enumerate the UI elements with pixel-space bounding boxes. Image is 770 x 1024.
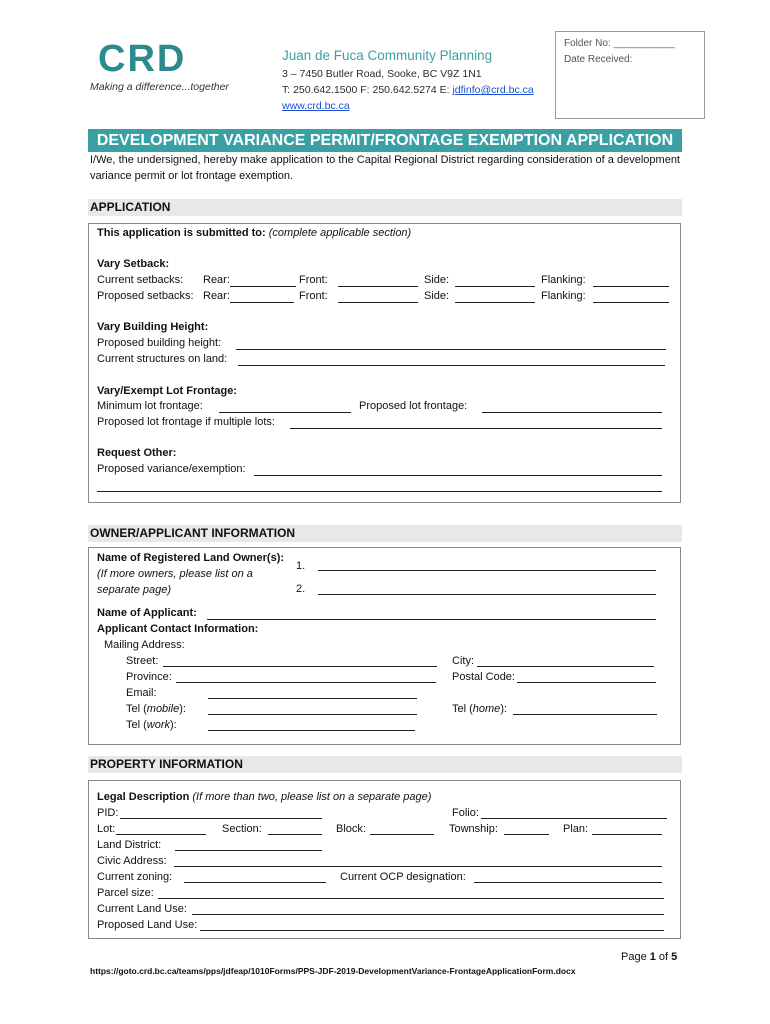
work-text: work — [146, 719, 171, 731]
proposed-variance-input[interactable] — [254, 475, 662, 476]
parcel-size-input[interactable] — [158, 898, 664, 899]
proposed-rear-input[interactable] — [230, 302, 294, 303]
applicant-label: Name of Applicant: — [97, 607, 197, 619]
form-title: DEVELOPMENT VARIANCE PERMIT/FRONTAGE EXEMPTION APPLICATION — [88, 129, 682, 152]
city-label: City: — [452, 655, 474, 667]
tel-prefix-work: Tel ( — [126, 719, 147, 731]
org-name: Juan de Fuca Community Planning — [282, 48, 493, 63]
page-of: of — [655, 951, 672, 963]
proposed-variance-input-2[interactable] — [97, 491, 662, 492]
land-district-input[interactable] — [175, 850, 322, 851]
ocp-label: Current OCP designation: — [340, 871, 466, 883]
tel-work-input[interactable] — [208, 730, 415, 731]
folder-box — [555, 31, 705, 119]
tel-suffix: ): — [179, 703, 186, 715]
multiple-frontage-label: Proposed lot frontage if multiple lots: — [97, 416, 275, 428]
lot-label: Lot: — [97, 823, 116, 835]
tel-work-label — [126, 718, 177, 733]
city-input[interactable] — [477, 666, 654, 667]
proposed-height-input[interactable] — [236, 349, 666, 350]
min-frontage-label: Minimum lot frontage: — [97, 400, 203, 412]
crd-logo — [98, 38, 186, 81]
vary-height-label: Vary Building Height: — [97, 321, 209, 333]
current-structures-label: Current structures on land: — [97, 353, 228, 365]
website-link[interactable]: www.crd.bc.ca — [282, 100, 350, 112]
home-text: home — [472, 703, 501, 715]
multiple-frontage-input[interactable] — [290, 428, 662, 429]
province-label: Province: — [126, 671, 172, 683]
page-number — [621, 950, 677, 965]
page-current: 1 — [649, 951, 656, 963]
province-input[interactable] — [176, 682, 436, 683]
owner-number-1: 1. — [296, 560, 306, 572]
vary-setback-label: Vary Setback: — [97, 258, 170, 270]
proposed-frontage-input[interactable] — [482, 412, 662, 413]
tel-prefix: Tel ( — [126, 703, 147, 715]
footer-path: https://goto.crd.bc.ca/teams/pps/jdfeap/1010Forms/PPS-JDF-2019-DevelopmentVariance-FrontageApplicationForm.docx — [90, 966, 576, 976]
owner-heading: OWNER/APPLICANT INFORMATION — [88, 525, 682, 542]
owner-note-2-text: separate page) — [97, 584, 171, 596]
current-flanking-input[interactable] — [593, 286, 669, 287]
block-label: Block: — [336, 823, 366, 835]
current-side-input[interactable] — [455, 286, 535, 287]
owner-2-input[interactable] — [318, 594, 656, 595]
street-input[interactable] — [163, 666, 437, 667]
zoning-input[interactable] — [184, 882, 326, 883]
email-label: Email: — [126, 687, 157, 699]
page-total: 5 — [671, 951, 678, 963]
min-frontage-input[interactable] — [219, 412, 351, 413]
current-structures-input[interactable] — [238, 365, 665, 366]
request-other-label: Request Other: — [97, 447, 177, 459]
proposed-side-input[interactable] — [455, 302, 535, 303]
plan-label: Plan: — [563, 823, 589, 835]
pid-input[interactable] — [120, 818, 322, 819]
legal-note: (If more than two, please list on a separate page) — [192, 791, 432, 803]
owner-1-input[interactable] — [318, 570, 656, 571]
current-setbacks-label: Current setbacks: — [97, 274, 184, 286]
flanking-label: Flanking: — [541, 274, 586, 286]
land-district-label: Land District: — [97, 839, 162, 851]
side-label-2: Side: — [424, 290, 450, 302]
lot-input[interactable] — [116, 834, 206, 835]
applicant-input[interactable] — [207, 619, 656, 620]
contact-text: T: 250.642.1500 F: 250.642.5274 E: — [282, 84, 453, 96]
tel-prefix-home: Tel ( — [452, 703, 473, 715]
side-label: Side: — [424, 274, 450, 286]
civic-address-input[interactable] — [174, 866, 662, 867]
legal-text: Legal Description — [97, 791, 190, 803]
tel-suffix-home: ): — [500, 703, 508, 715]
land-use-input[interactable] — [192, 914, 664, 915]
tel-suffix-work: ): — [170, 719, 177, 731]
mobile-text: mobile — [146, 703, 180, 715]
proposed-frontage-label: Proposed lot frontage: — [359, 400, 468, 412]
tel-home-label — [452, 702, 507, 717]
tel-mobile-label — [126, 702, 186, 717]
mailing-label: Mailing Address: — [104, 639, 185, 651]
email-link[interactable]: jdfinfo@crd.bc.ca — [452, 84, 534, 96]
proposed-setbacks-label: Proposed setbacks: — [97, 290, 194, 302]
street-label: Street: — [126, 655, 159, 667]
parcel-size-label: Parcel size: — [97, 887, 154, 899]
owner-note-1-text: (If more owners, please list on a — [97, 568, 253, 580]
folio-input[interactable] — [481, 818, 667, 819]
page-prefix: Page — [621, 951, 650, 963]
email-input[interactable] — [208, 698, 417, 699]
owner-note-2 — [97, 583, 171, 598]
vary-frontage-label: Vary/Exempt Lot Frontage: — [97, 385, 237, 397]
submitted-to-label — [97, 226, 411, 241]
rear-label: Rear: — [203, 274, 230, 286]
postal-label: Postal Code: — [452, 671, 515, 683]
owner-number-2: 2. — [296, 583, 306, 595]
property-heading: PROPERTY INFORMATION — [88, 756, 682, 773]
flanking-label-2: Flanking: — [541, 290, 586, 302]
plan-input[interactable] — [592, 834, 662, 835]
front-label: Front: — [299, 274, 328, 286]
pid-label: PID: — [97, 807, 119, 819]
contact-info-label: Applicant Contact Information: — [97, 623, 259, 635]
proposed-front-input[interactable] — [338, 302, 418, 303]
org-address: 3 – 7450 Butler Road, Sooke, BC V9Z 1N1 — [282, 68, 482, 80]
submitted-note: (complete applicable section) — [268, 227, 412, 239]
township-label: Township: — [449, 823, 498, 835]
intro-text: I/We, the undersigned, hereby make application to the Capital Regional District regarding consideration of a development variance permit or lot frontage exemption. — [90, 154, 680, 182]
submitted-to-text: This application is submitted to: — [97, 227, 266, 239]
postal-input[interactable] — [517, 682, 656, 683]
rear-label-2: Rear: — [203, 290, 230, 302]
zoning-label: Current zoning: — [97, 871, 173, 883]
folder-no-field[interactable]: Folder No: ___________ — [564, 38, 675, 49]
current-front-input[interactable] — [338, 286, 418, 287]
application-heading: APPLICATION — [88, 199, 682, 216]
owner-note-1 — [97, 567, 253, 582]
land-owner-label: Name of Registered Land Owner(s): — [97, 552, 285, 564]
org-contact — [282, 84, 534, 96]
proposed-flanking-input[interactable] — [593, 302, 669, 303]
date-received-field[interactable]: Date Received: — [564, 54, 633, 65]
proposed-variance-label: Proposed variance/exemption: — [97, 463, 246, 475]
ocp-input[interactable] — [474, 882, 662, 883]
block-input[interactable] — [370, 834, 434, 835]
proposed-use-input[interactable] — [200, 930, 664, 931]
section-label: Section: — [222, 823, 262, 835]
civic-address-label: Civic Address: — [97, 855, 167, 867]
proposed-height-label: Proposed building height: — [97, 337, 222, 349]
logo-text: CRD — [98, 38, 187, 80]
front-label-2: Front: — [299, 290, 328, 302]
current-rear-input[interactable] — [230, 286, 296, 287]
legal-description-label — [97, 790, 431, 805]
tel-mobile-input[interactable] — [208, 714, 417, 715]
proposed-use-label: Proposed Land Use: — [97, 919, 198, 931]
township-input[interactable] — [504, 834, 549, 835]
section-input[interactable] — [268, 834, 322, 835]
folio-label: Folio: — [452, 807, 479, 819]
land-use-label: Current Land Use: — [97, 903, 187, 915]
logo-tagline: Making a difference...together — [90, 81, 229, 93]
tel-home-input[interactable] — [513, 714, 657, 715]
